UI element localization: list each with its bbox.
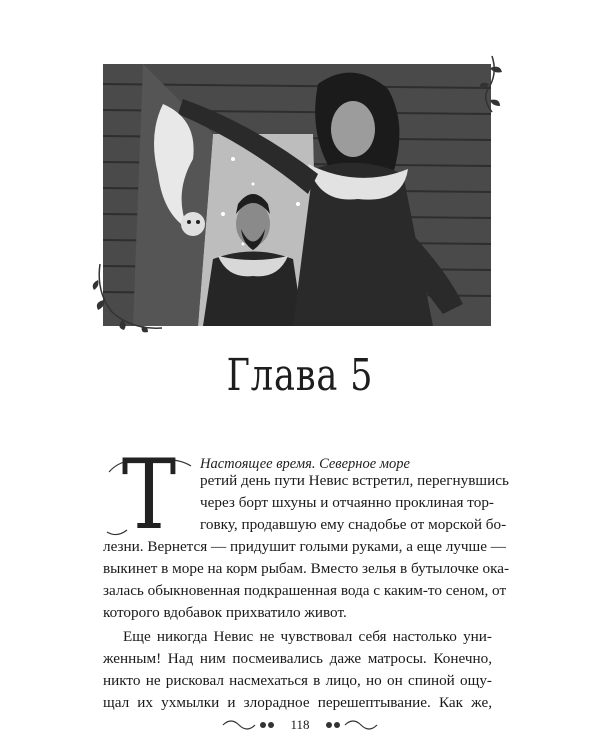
body-line: Еще никогда Невис не чувствовал себя настолько уни- [123,628,492,645]
body-line: выкинет в море на корм рыбам. Вместо зелья в бутылочке ока- [103,560,510,577]
page-number: 118 [290,717,310,733]
flourish-icon [221,717,277,733]
page-footer [0,716,600,733]
body-line: говку, продавшую ему снадобье от морской бо- [200,516,507,533]
chapter-subtitle: Настоящее время. Северное море [200,456,410,472]
corner-ornament-icon [92,262,164,334]
body-line: которого вдобавок прихватило живот. [103,604,347,621]
body-line: залась обыкновенная подкрашенная вода с каким-то сеном, от [103,582,507,599]
body-line: лезни. Вернется — придушит голыми руками, а еще лучше — [103,538,506,555]
body-line: женным! Над ним посмеивались даже матросы. Конечно, [103,650,492,667]
body-line: ретий день пути Невис встретил, перегнувшись [200,472,509,489]
body-line: через борт шхуны и отчаянно проклиная тор- [200,494,494,511]
drop-cap-letter: Т [121,439,177,551]
body-line: щал их ухмылки и злорадное перешептывание. Как же, [103,694,492,711]
chapter-title: Глава 5 [226,350,374,401]
body-line: никто не рисковал насмехаться в лицо, но он спиной ощу- [103,672,492,689]
drop-cap [103,439,195,551]
flourish-icon [323,717,379,733]
corner-ornament-icon [478,54,506,114]
